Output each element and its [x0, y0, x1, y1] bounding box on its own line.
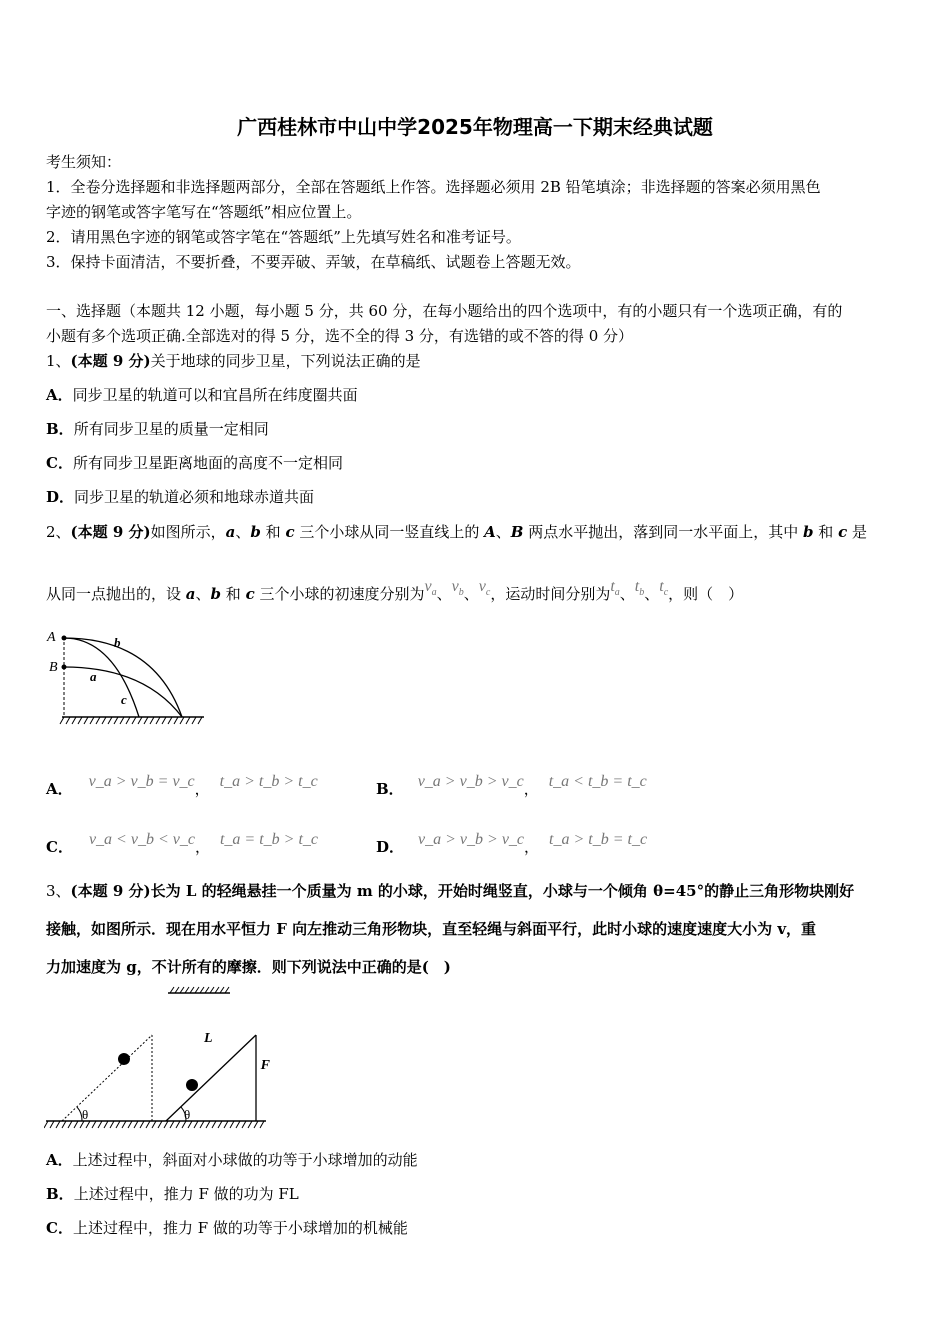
ground-hatching	[60, 717, 202, 724]
q1-option-c[interactable]: C．所有同步卫星距离地面的高度不一定相同	[46, 454, 343, 472]
notice-item-1-line-2: 字迹的钢笔或答字笔写在“答题纸”相应位置上。	[46, 203, 362, 221]
ball-initial	[118, 1053, 130, 1065]
q2-option-c[interactable]: C． v_a < v_b < v_c， t_a = t_b > t_c	[46, 831, 318, 856]
q2-option-b[interactable]: B． v_a > v_b > v_c， t_a < t_b = t_c	[376, 773, 647, 798]
point-a-dot	[62, 636, 67, 641]
notice-item-1-line-1: 1．全卷分选择题和非选择题两部分，全部在答题纸上作答。选择题必须用 2B 铅笔填涂；非选择题的答案必须用黑色	[46, 178, 821, 196]
q2-option-a[interactable]: A． v_a > v_b = v_c， t_a > t_b > t_c	[46, 773, 318, 798]
q3-incline-figure	[44, 985, 274, 1130]
q3-stem-line-3: 力加速度为 g，不计所有的摩擦．则下列说法中正确的是( )	[46, 958, 451, 976]
q1-option-a[interactable]: A．同步卫星的轨道可以和宜昌所在纬度圈共面	[46, 386, 358, 404]
q3-option-a[interactable]: A．上述过程中，斜面对小球做的功等于小球增加的动能	[46, 1151, 418, 1169]
q3-stem-line-2: 接触，如图所示．现在用水平恒力 F 向左推动三角形物块，直至轻绳与斜面平行，此时小球的速度速度大小为 v，重	[46, 920, 817, 938]
ceiling-hatching	[170, 987, 229, 993]
q1-option-d[interactable]: D．同步卫星的轨道必须和地球赤道共面	[46, 488, 315, 506]
label-force-f: F	[260, 1058, 270, 1073]
initial-incline-dashed	[62, 1035, 152, 1121]
q2-stem-line-2: 从同一点抛出的，设 a、b 和 c 三个小球的初速度分别为$v_a$、$v_b$、$v_c$，运动时间分别为$t_a$、$t_b$、$t_c$，则（ ）	[46, 578, 744, 603]
label-point-b: B	[49, 660, 58, 675]
theta-label-initial: θ	[82, 1107, 89, 1122]
label-a: a	[90, 669, 97, 684]
notice-heading: 考生须知：	[46, 153, 122, 171]
label-c: c	[121, 692, 127, 707]
ground-hatching	[44, 1121, 264, 1128]
theta-label-final: θ	[184, 1107, 191, 1122]
section-heading-line-1: 一、选择题（本题共 12 小题，每小题 5 分，共 60 分，在每小题给出的四个选项中，有的小题只有一个选项正确，有的	[46, 302, 843, 320]
q3-option-c[interactable]: C．上述过程中，推力 F 做的功等于小球增加的机械能	[46, 1219, 408, 1237]
final-incline	[166, 1035, 256, 1121]
q2-stem-line-1: 2、(本题 9 分)如图所示，a、b 和 c 三个小球从同一竖直线上的 A、B 两点水平抛出，落到同一水平面上，其中 b 和 c 是	[46, 523, 867, 541]
section-heading-line-2: 小题有多个选项正确.全部选对的得 5 分，选不全的得 3 分，有选错的或不答的得 0 分）	[46, 327, 634, 345]
label-point-a: A	[47, 630, 56, 645]
notice-item-2: 2．请用黑色字迹的钢笔或答字笔在“答题纸”上先填写姓名和准考证号。	[46, 228, 521, 246]
point-b-dot	[62, 665, 67, 670]
q1-option-b[interactable]: B．所有同步卫星的质量一定相同	[46, 420, 269, 438]
label-b: b	[114, 635, 121, 650]
label-rope-l: L	[204, 1031, 213, 1046]
page-title: 广西桂林市中山中学2025年物理高一下期末经典试题	[237, 115, 713, 139]
q3-option-b[interactable]: B．上述过程中，推力 F 做的功为 FL	[46, 1185, 299, 1203]
q2-option-d[interactable]: D． v_a > v_b > v_c， t_a > t_b = t_c	[376, 831, 648, 856]
q1-stem: 1、(本题 9 分)关于地球的同步卫星，下列说法正确的是	[46, 352, 421, 370]
notice-item-3: 3．保持卡面清洁，不要折叠，不要弄破、弄皱，在草稿纸、试题卷上答题无效。	[46, 253, 581, 271]
q2-projectile-figure	[44, 625, 214, 733]
q3-stem-line-1: 3、(本题 9 分)长为 L 的轻绳悬挂一个质量为 m 的小球，开始时绳竖直，小球与一个倾角 θ=45°的静止三角形物块刚好	[46, 882, 855, 900]
ball-final	[186, 1079, 198, 1091]
